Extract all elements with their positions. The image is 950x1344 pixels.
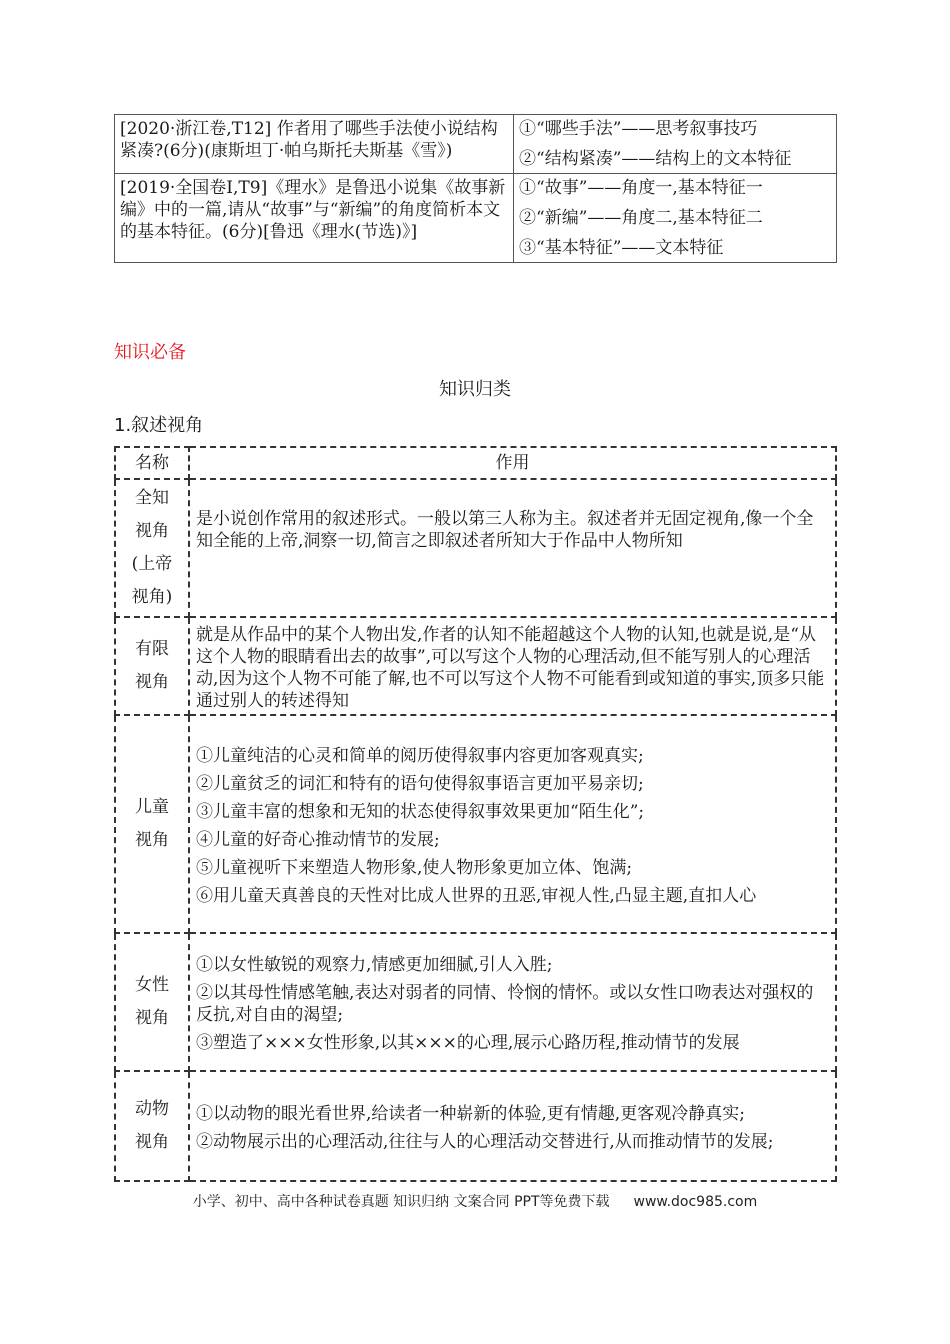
table-row	[115, 115, 837, 174]
analysis-point: ①“哪些手法”——思考叙事技巧	[519, 119, 758, 139]
function-item: ③儿童丰富的想象和无知的状态使得叙事效果更加“陌生化”;	[196, 801, 645, 822]
analysis-point: ②“新编”——角度二,基本特征二	[519, 208, 763, 228]
analysis-cell	[514, 115, 837, 174]
analysis-cell	[514, 174, 837, 263]
function-item: ①以女性敏锐的观察力,情感更加细腻,引人入胜;	[196, 954, 553, 975]
function-item: ①以动物的眼光看世界,给读者一种崭新的体验,更有情趣,更客观冷静真实;	[196, 1103, 745, 1124]
perspective-name	[115, 933, 189, 1071]
table-row	[115, 933, 836, 1071]
name-line: 有限	[135, 639, 169, 659]
question-cell: [2020·浙江卷,T12] 作者用了哪些手法使小说结构紧凑?(6分)(康斯坦丁·帕乌斯托夫斯基《雪》)	[115, 115, 514, 174]
table-row	[115, 479, 836, 617]
function-item: ②以其母性情感笔触,表达对弱者的同情、怜悯的情怀。或以女性口吻表达对强权的反抗,对自由的渴望;	[196, 982, 814, 1025]
function-item: ①儿童纯洁的心灵和简单的阅历使得叙事内容更加客观真实;	[196, 745, 644, 766]
perspective-function	[189, 1071, 836, 1181]
name-line: 视角	[135, 1132, 169, 1152]
perspective-name	[115, 1071, 189, 1181]
name-line: (上帝	[131, 554, 173, 574]
analysis-point: ③“基本特征”——文本特征	[519, 238, 724, 258]
column-header-name: 名称	[115, 447, 189, 479]
subsection-title: 1.叙述视角	[114, 415, 204, 436]
section-label: 知识必备	[114, 342, 186, 363]
name-line: 视角	[135, 521, 169, 541]
perspective-name	[115, 715, 189, 933]
page-footer	[0, 1191, 950, 1211]
table-row	[115, 1071, 836, 1181]
table-row	[115, 174, 837, 263]
analysis-point: ②“结构紧凑”——结构上的文本特征	[519, 149, 792, 169]
function-item: ②动物展示出的心理活动,往往与人的心理活动交替进行,从而推动情节的发展;	[196, 1131, 774, 1152]
function-item: ③塑造了×××女性形象,以其×××的心理,展示心路历程,推动情节的发展	[196, 1032, 740, 1053]
analysis-point: ①“故事”——角度一,基本特征一	[519, 178, 763, 198]
column-header-function: 作用	[189, 447, 836, 479]
name-line: 视角	[135, 1008, 169, 1028]
name-line: 女性	[135, 975, 169, 995]
name-line: 视角	[135, 830, 169, 850]
function-item: ⑥用儿童天真善良的天性对比成人世界的丑恶,审视人性,凸显主题,直扣人心	[196, 885, 757, 906]
name-line: 全知	[135, 488, 169, 508]
function-text: 是小说创作常用的叙述形式。一般以第三人称为主。叙述者并无固定视角,像一个全知全能的上帝,洞察一切,简言之即叙述者所知大于作品中人物所知	[196, 509, 814, 551]
footer-url[interactable]: www.doc985.com	[633, 1194, 758, 1210]
footer-text: 小学、初中、高中各种试卷真题 知识归纳 文案合同 PPT等免费下载	[192, 1194, 610, 1210]
perspective-function	[189, 933, 836, 1071]
name-line: 视角	[135, 672, 169, 692]
function-item: ②儿童贫乏的词汇和特有的语句使得叙事语言更加平易亲切;	[196, 773, 644, 794]
table-row	[115, 617, 836, 715]
page-title: 知识归类	[439, 379, 511, 400]
perspective-function	[189, 715, 836, 933]
question-cell: [2019·全国卷Ⅰ,T9]《理水》是鲁迅小说集《故事新编》中的一篇,请从“故事”与“新编”的角度简析本文的基本特征。(6分)[鲁迅《理水(节选)》]	[115, 174, 514, 263]
table-row	[115, 715, 836, 933]
name-line: 动物	[135, 1099, 169, 1119]
perspective-name	[115, 479, 189, 617]
exam-question-table	[114, 114, 837, 263]
name-line: 儿童	[135, 797, 169, 817]
perspective-function	[189, 479, 836, 617]
perspective-name	[115, 617, 189, 715]
name-line: 视角)	[131, 587, 173, 607]
perspective-function	[189, 617, 836, 715]
function-text: 就是从作品中的某个人物出发,作者的认知不能超越这个人物的认知,也就是说,是“从这个人物的眼睛看出去的故事”,可以写这个人物的心理活动,但不能写别人的心理活动,因为这个人物不可能了解,也不可以写这个人物不可能看到或知道的事实,顶多只能通过别人的转述得知	[196, 624, 825, 711]
table-header-row	[115, 447, 836, 479]
function-item: ⑤儿童视听下来塑造人物形象,使人物形象更加立体、饱满;	[196, 857, 633, 878]
function-item: ④儿童的好奇心推动情节的发展;	[196, 829, 440, 850]
narrative-perspective-table	[114, 446, 837, 1182]
